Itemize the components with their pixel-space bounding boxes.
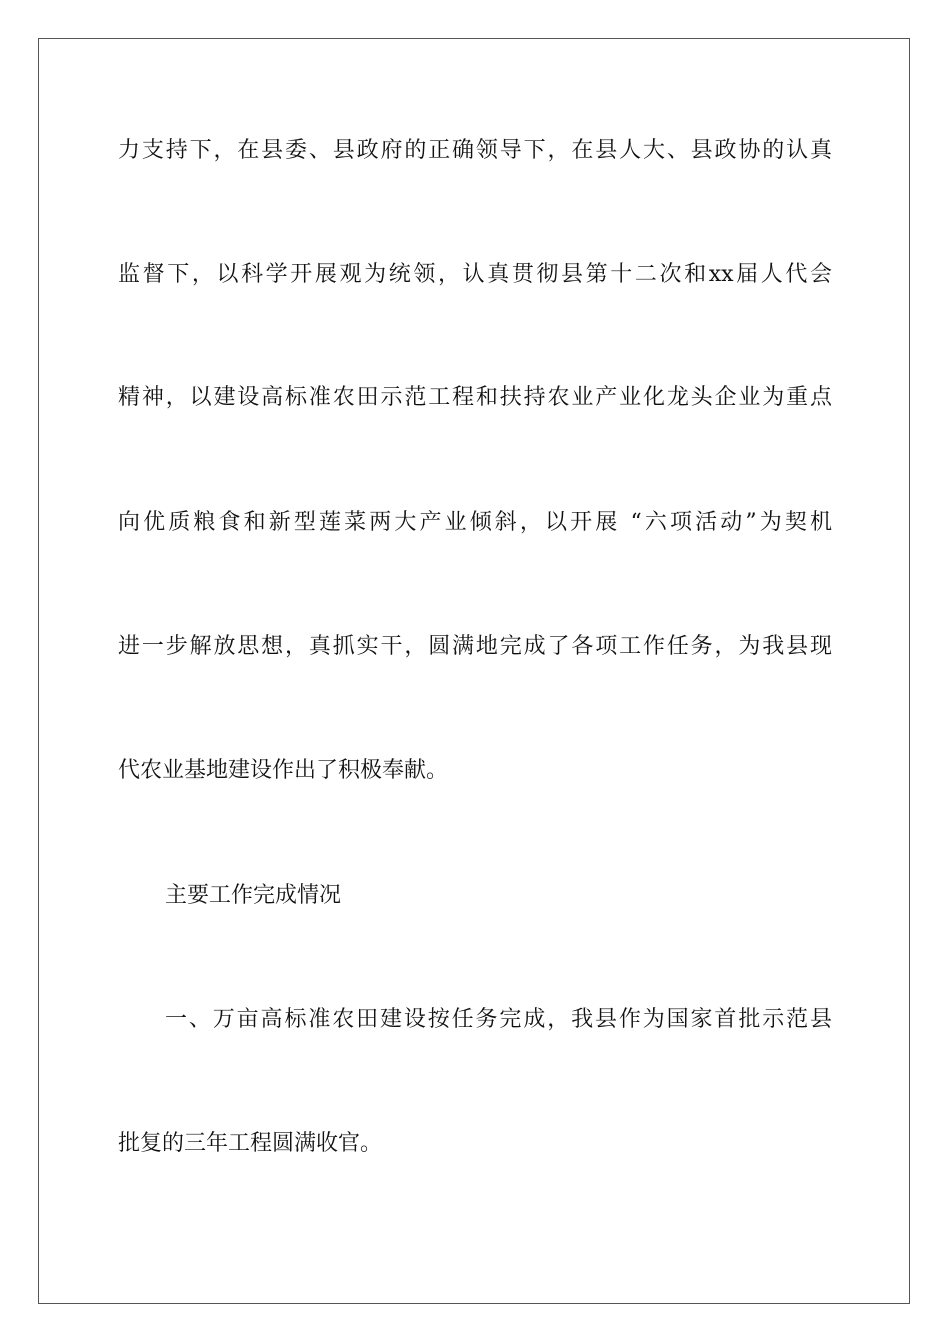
item-1-line-1: 一、万亩高标准农田建设按任务完成，我县作为国家首批示范县: [165, 1007, 832, 1032]
body-text-line-6: 代农业基地建设作出了积极奉献。: [118, 758, 449, 783]
body-text-line-5: 进一步解放思想，真抓实干，圆满地完成了各项工作任务，为我县现: [118, 634, 832, 659]
body-text-line-3: 精神，以建设高标准农田示范工程和扶持农业产业化龙头企业为重点: [118, 385, 832, 410]
section-heading: 主要工作完成情况: [165, 883, 342, 908]
body-text-line-4: 向优质粮食和新型莲菜两大产业倾斜，以开展 “六项活动”为契机: [118, 510, 832, 535]
body-text-line-2: 监督下，以科学开展观为统领，认真贯彻县第十二次和xx届人代会: [118, 262, 832, 287]
body-text-line-1: 力支持下，在县委、县政府的正确领导下，在县人大、县政协的认真: [118, 138, 832, 163]
item-1-line-2: 批复的三年工程圆满收官。: [118, 1131, 383, 1156]
page-border: [38, 38, 910, 1304]
